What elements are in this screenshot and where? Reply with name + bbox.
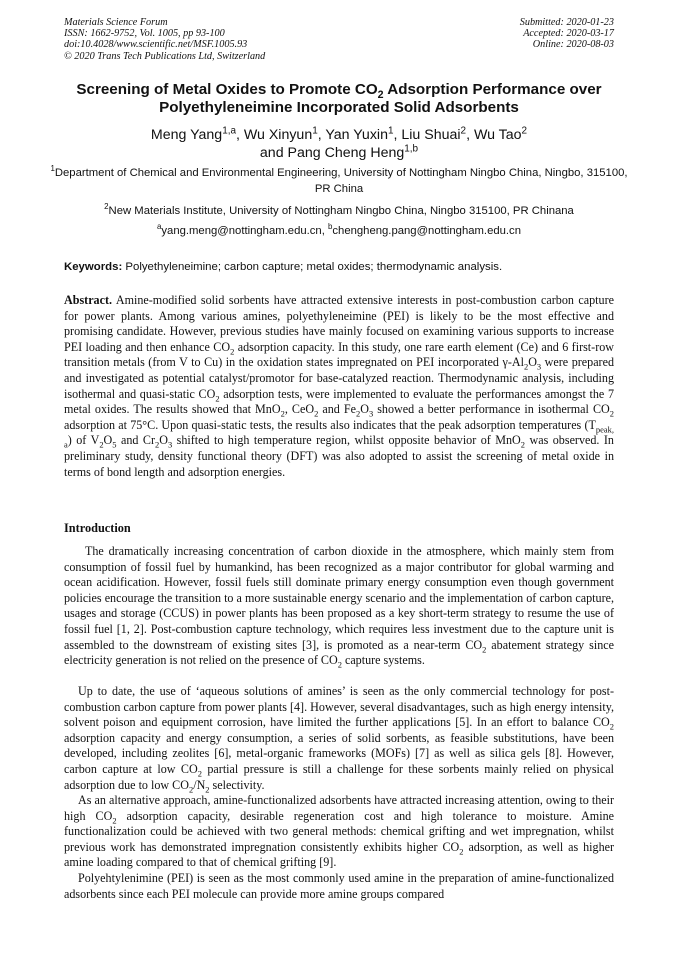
intro-paragraph-4: Polyehtylenimine (PEI) is seen as the most commonly used amine in the preparation of amine-functionalized adsorbents since each PEI molecule can provide more amine groups compared [64, 871, 614, 901]
author-list [40, 126, 638, 162]
paper-title [40, 81, 638, 117]
doi-line[interactable]: doi:10.4028/www.scientific.net/MSF.1005.93 [64, 39, 248, 51]
author-name: and Pang Cheng Heng [259, 145, 405, 161]
affil-mark: 1 [50, 164, 55, 174]
affil-mark: 2 [104, 202, 109, 212]
author-name: Meng Yang [150, 127, 223, 143]
keywords [64, 260, 614, 275]
affiliation-2 [50, 204, 628, 220]
email-link[interactable]: chengheng.pang@nottingham.edu.cn [332, 225, 521, 237]
title-text-1: Screening of Metal Oxides to Promote CO [76, 81, 378, 98]
intro-paragraph-2: Up to date, the use of ‘aqueous solutions of amines’ is seen as the only commercial technology for post-combustion carbon capture from power plants [4]. However, several disadvantages, such as high energy intensity, solvent poison and equipment corrosion, have limited the further applications [5]. In an effort to balance $CO_2$ adsorption capacity and energy consumption, a series of solid sorbents, as feasible substitutions, have been developed, including zeolites [6], metal-organic frameworks (MOFs) [7] as well as silica gels [8]. However, carbon capture at low $CO_2$ partial pressure is still a challenge for these sorbents mainly relied on physical adsorption due to low $CO_2/N_2$ selectivity. [64, 684, 614, 794]
email-link[interactable]: yang.meng@nottingham.edu.cn, [161, 225, 328, 237]
author-name: , Wu Tao [466, 127, 522, 143]
intro-paragraph-3: As an alternative approach, amine-functionalized adsorbents have attracted increasing attention, owing to their high $CO_2$ adsorption capacity, desirable regeneration cost and high tolerance to moisture. Amine functionalization could be achieved with two general methods: chemical grifting and wet impregnation, whilst previous work has demonstrated impregnation consistently exhibits higher $CO_2$ adsorption, as well as higher amine loading compared to that of chemical grifting [9]. [64, 793, 615, 870]
copyright-line: © 2020 Trans Tech Publications Ltd, Switzerland [64, 50, 266, 62]
email-mark: a [156, 222, 162, 232]
keywords-label: Keywords: [64, 261, 123, 273]
title-subscript: 2 [377, 89, 384, 102]
abstract: Abstract. Amine-modified solid sorbents have attracted extensive interests in post-combustion carbon capture for power plants. Among various amines, polyethyleneimine (PEI) is likely to be the most effective and promising candidate. However, previous studies have mainly focused on examining various supports to increase PEI loading and then enhance $CO_2$ adsorption capacity. In this study, one rare earth element (Ce) and 6 first-row transition metals (from V to Cu) in the oxidation states impregnated on PEI incorporated $\gamma-Al_2O_3$ were prepared and investigated as potential catalyst/promotor for base-catalyzed reaction. Thermodynamic analysis, including isothermal and quasi-static $CO_2$ adsorption tests, were implemented to evaluate the performances amongst the 7 metal oxides. The results showed that MnO$_2$, CeO$_2$ and $Fe_2O_3$ showed a better performance in isothermal $CO_2$ adsorption at 75°C. Upon quasi-static tests, the results also indicates that the peak adsorption temperatures $(T_{peak, a})$ of $V_2O_5$ and $Cr_2O_3$ shifted to high temperature region, whilst opposite behavior of MnO$_2$ was observed. In preliminary study, density functional theory (DFT) was also adopted to assist the screening of metal oxide in terms of bond length and adsorption energies. [64, 293, 614, 479]
affil-text: Department of Chemical and Environmental Engineering, University of Nottingham Ningbo China, Ningbo, 315100, PR China [54, 167, 628, 195]
issn-line: ISSN: 1662-9752, Vol. 1005, pp 93-100 [64, 28, 225, 40]
author-affil-mark: 2 [460, 125, 467, 137]
author-affil-mark: 2 [521, 125, 528, 137]
abstract-label: Abstract. [64, 293, 113, 307]
author-affil-mark: 1,a [222, 125, 236, 137]
online-date: Online: 2020-08-03 [532, 39, 614, 51]
journal-name: Materials Science Forum [64, 17, 168, 28]
intro-paragraph-1: The dramatically increasing concentration of carbon dioxide in the atmosphere, which mainly stem from consumption of fossil fuel by humankind, has been recognized as a major contributor for global warming and ocean acidification. However, fossil fuels still dominate primary energy consumption even though government policies encourage the transition to a more sustainable energy scenario and the implementation of carbon capture, usages and storage (CCUS) in power plants has been proposed as a key short-term strategy to resume the use of fossil fuel [1, 2]. Post-combustion capture technology, which requires less investment due to the capture unit is assembled to the downstream of existing sites [3], is promoted as a near-term $CO_2$ abatement strategy since electricity generation is not relied on the presence of $CO_2$ capture systems. [64, 544, 614, 670]
keywords-text: Polyethyleneimine; carbon capture; metal oxides; thermodynamic analysis. [122, 261, 503, 273]
affiliation-1 [50, 166, 628, 197]
journal-header [64, 17, 265, 62]
accepted-date: Accepted: 2020-03-17 [523, 28, 614, 40]
author-name: , Wu Xinyun [235, 127, 313, 143]
email-mark: b [327, 222, 333, 232]
dates-header [520, 17, 614, 51]
author-affil-mark: 1 [387, 125, 394, 137]
author-emails [50, 224, 628, 240]
section-heading-introduction: Introduction [64, 521, 131, 535]
title-text-2: Adsorption Performance over Polyethyleneimine Incorporated Solid Adsorbents [159, 81, 602, 116]
author-name: , Yan Yuxin [317, 127, 388, 143]
submitted-date: Submitted: 2020-01-23 [519, 17, 614, 28]
author-affil-mark: 1,b [404, 143, 419, 155]
affil-text: New Materials Institute, University of Nottingham Ningbo China, Ningbo 315100, PR Chinana [108, 205, 574, 217]
author-name: , Liu Shuai [393, 127, 461, 143]
author-affil-mark: 1 [312, 125, 318, 137]
